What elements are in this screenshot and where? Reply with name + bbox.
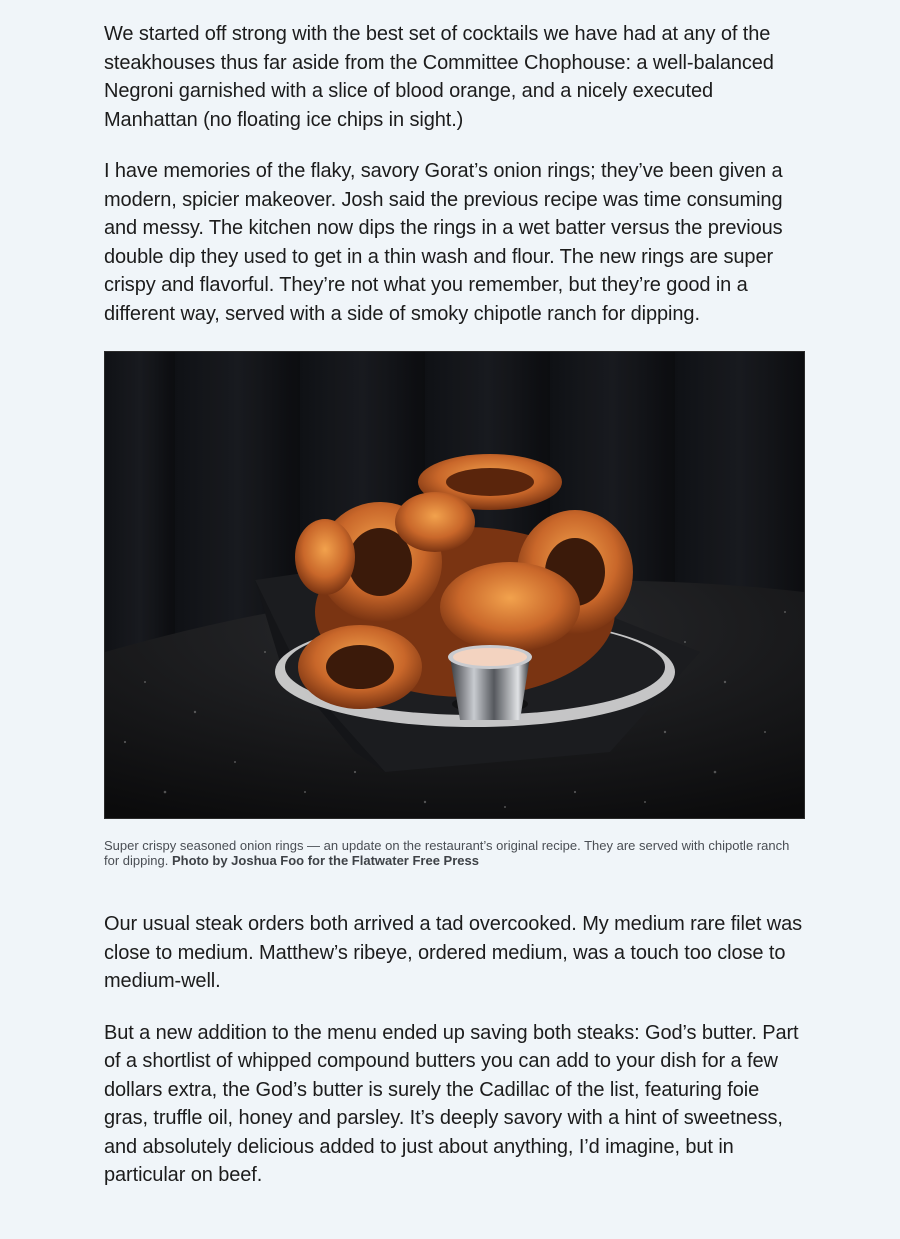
photo-credit: Photo by Joshua Foo for the Flatwater Free Press [171,853,479,868]
photo-caption [104,838,794,868]
paragraph-onion-rings: I have memories of the flaky, savory Gorat’s onion rings; they’ve been given a modern, spicier makeover. Josh said the previous recipe was time consuming and messy. The kitchen now dips the rings in a wet batter versus the previous double dip they used to get in a thin wash and flour. The new rings are super crispy and flavorful. They’re not what you remember, but they’re good in a different way, served with a side of smoky chipotle ranch for dipping. [104,160,783,325]
paragraph-gods-butter: But a new addition to the menu ended up saving both steaks: God’s butter. Part of a shortlist of whipped compound butters you can add to your dish for a few dollars extra, the God’s butter is surely the Cadillac of the list, featuring foie gras, truffle oil, honey and parsley. It’s deeply savory with a hint of sweetness, and absolutely delicious added to just about anything, I’d imagine, but in particular on beef. [104,1021,799,1186]
article-body [104,20,804,1213]
photo-figure [104,351,804,868]
paragraph-cocktails: We started off strong with the best set of cocktails we have had at any of the steakhouses thus far aside from the Committee Chophouse: a well-balanced Negroni garnished with a slice of blood orange, and a nicely executed Manhattan (no floating ice chips in sight.) [104,23,774,131]
onion-rings-photo [104,351,805,819]
caption-text: Super crispy seasoned onion rings — an update on the restaurant’s original recipe. They are served with chipotle ranch for dipping. [104,838,790,868]
article-continuation [104,910,804,1190]
paragraph-steaks: Our usual steak orders both arrived a tad overcooked. My medium rare filet was close to medium. Matthew’s ribeye, ordered medium, was a touch too close to medium-well. [104,913,803,992]
